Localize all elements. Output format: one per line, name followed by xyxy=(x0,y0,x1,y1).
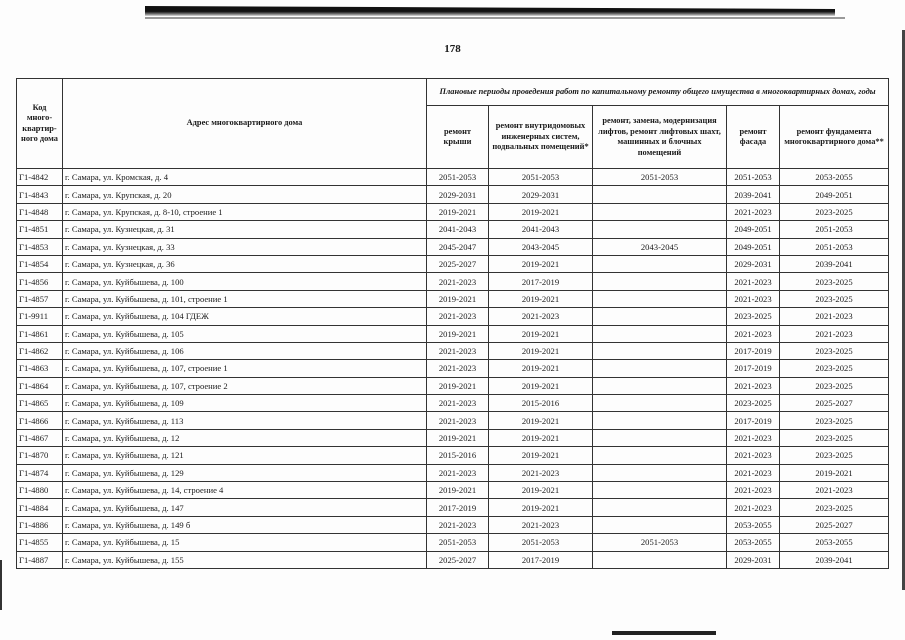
row-foundation-period: 2023-2025 xyxy=(780,499,889,516)
scan-artifact-left-edge xyxy=(0,560,2,610)
row-elevator-period xyxy=(593,412,727,429)
page-number: 178 xyxy=(444,43,461,55)
table-row xyxy=(17,447,889,464)
header-roof: ремонт крыши xyxy=(427,106,489,169)
row-address: г. Самара, ул. Крупская, д. 8-10, строение 1 xyxy=(63,203,427,220)
row-engineering-period: 2019-2021 xyxy=(489,255,593,272)
row-elevator-period: 2051-2053 xyxy=(593,534,727,551)
row-address: г. Самара, ул. Крупская, д. 20 xyxy=(63,186,427,203)
row-elevator-period xyxy=(593,342,727,359)
row-facade-period: 2017-2019 xyxy=(727,342,780,359)
row-foundation-period: 2023-2025 xyxy=(780,203,889,220)
row-address: г. Самара, ул. Куйбышева, д. 149 б xyxy=(63,516,427,533)
row-roof-period: 2021-2023 xyxy=(427,273,489,290)
row-roof-period: 2025-2027 xyxy=(427,551,489,568)
table-row xyxy=(17,308,889,325)
header-facade: ремонт фасада xyxy=(727,106,780,169)
table-row xyxy=(17,273,889,290)
row-elevator-period xyxy=(593,308,727,325)
table-row xyxy=(17,290,889,307)
row-facade-period: 2021-2023 xyxy=(727,325,780,342)
row-address: г. Самара, ул. Куйбышева, д. 100 xyxy=(63,273,427,290)
row-code: Г1-4848 xyxy=(17,203,63,220)
row-elevator-period: 2051-2053 xyxy=(593,169,727,186)
row-foundation-period: 2023-2025 xyxy=(780,447,889,464)
row-engineering-period: 2051-2053 xyxy=(489,169,593,186)
row-address: г. Самара, ул. Куйбышева, д. 15 xyxy=(63,534,427,551)
row-elevator-period xyxy=(593,395,727,412)
row-engineering-period: 2019-2021 xyxy=(489,447,593,464)
row-foundation-period: 2023-2025 xyxy=(780,342,889,359)
row-foundation-period: 2039-2041 xyxy=(780,255,889,272)
row-address: г. Самара, ул. Куйбышева, д. 101, строение 1 xyxy=(63,290,427,307)
row-facade-period: 2021-2023 xyxy=(727,429,780,446)
row-elevator-period xyxy=(593,447,727,464)
row-engineering-period: 2051-2053 xyxy=(489,534,593,551)
row-code: Г1-4853 xyxy=(17,238,63,255)
row-code: Г1-4864 xyxy=(17,377,63,394)
row-elevator-period xyxy=(593,186,727,203)
row-address: г. Самара, ул. Куйбышева, д. 105 xyxy=(63,325,427,342)
table-row xyxy=(17,255,889,272)
row-code: Г1-4886 xyxy=(17,516,63,533)
row-code: Г1-4887 xyxy=(17,551,63,568)
row-code: Г1-4874 xyxy=(17,464,63,481)
row-elevator-period xyxy=(593,325,727,342)
table-row xyxy=(17,221,889,238)
row-address: г. Самара, ул. Кузнецкая, д. 31 xyxy=(63,221,427,238)
row-roof-period: 2051-2053 xyxy=(427,169,489,186)
row-engineering-period: 2019-2021 xyxy=(489,325,593,342)
row-foundation-period: 2021-2023 xyxy=(780,482,889,499)
row-foundation-period: 2053-2055 xyxy=(780,534,889,551)
header-foundation: ремонт фундамента многоквартирного дома** xyxy=(780,106,889,169)
row-roof-period: 2019-2021 xyxy=(427,482,489,499)
row-foundation-period: 2023-2025 xyxy=(780,412,889,429)
row-code: Г1-4867 xyxy=(17,429,63,446)
row-code: Г1-4843 xyxy=(17,186,63,203)
table-row xyxy=(17,551,889,568)
row-foundation-period: 2025-2027 xyxy=(780,516,889,533)
row-code: Г1-4866 xyxy=(17,412,63,429)
repair-schedule-table xyxy=(16,78,889,569)
table-row xyxy=(17,203,889,220)
row-code: Г1-4856 xyxy=(17,273,63,290)
row-code: Г1-4857 xyxy=(17,290,63,307)
table-row xyxy=(17,534,889,551)
row-roof-period: 2021-2023 xyxy=(427,342,489,359)
row-engineering-period: 2015-2016 xyxy=(489,395,593,412)
row-code: Г1-4861 xyxy=(17,325,63,342)
row-elevator-period xyxy=(593,464,727,481)
row-facade-period: 2021-2023 xyxy=(727,203,780,220)
row-code: Г1-4851 xyxy=(17,221,63,238)
row-roof-period: 2021-2023 xyxy=(427,464,489,481)
table-row xyxy=(17,377,889,394)
row-facade-period: 2021-2023 xyxy=(727,499,780,516)
table-row xyxy=(17,186,889,203)
table-row xyxy=(17,429,889,446)
row-elevator-period xyxy=(593,290,727,307)
row-facade-period: 2023-2025 xyxy=(727,395,780,412)
row-elevator-period xyxy=(593,255,727,272)
row-roof-period: 2045-2047 xyxy=(427,238,489,255)
row-facade-period: 2021-2023 xyxy=(727,273,780,290)
row-roof-period: 2019-2021 xyxy=(427,325,489,342)
row-elevator-period: 2043-2045 xyxy=(593,238,727,255)
row-facade-period: 2021-2023 xyxy=(727,482,780,499)
table-row xyxy=(17,464,889,481)
row-code: Г1-4855 xyxy=(17,534,63,551)
row-facade-period: 2021-2023 xyxy=(727,377,780,394)
row-roof-period: 2015-2016 xyxy=(427,447,489,464)
row-address: г. Самара, ул. Куйбышева, д. 12 xyxy=(63,429,427,446)
row-address: г. Самара, ул. Куйбышева, д. 113 xyxy=(63,412,427,429)
row-foundation-period: 2025-2027 xyxy=(780,395,889,412)
row-code: Г1-4865 xyxy=(17,395,63,412)
row-foundation-period: 2051-2053 xyxy=(780,221,889,238)
table-row xyxy=(17,516,889,533)
row-roof-period: 2021-2023 xyxy=(427,308,489,325)
table-row xyxy=(17,238,889,255)
row-elevator-period xyxy=(593,551,727,568)
row-roof-period: 2021-2023 xyxy=(427,395,489,412)
row-foundation-period: 2019-2021 xyxy=(780,464,889,481)
row-address: г. Самара, ул. Куйбышева, д. 109 xyxy=(63,395,427,412)
row-facade-period: 2029-2031 xyxy=(727,551,780,568)
row-facade-period: 2051-2053 xyxy=(727,169,780,186)
row-elevator-period xyxy=(593,499,727,516)
row-roof-period: 2021-2023 xyxy=(427,412,489,429)
row-roof-period: 2019-2021 xyxy=(427,290,489,307)
row-foundation-period: 2051-2053 xyxy=(780,238,889,255)
row-engineering-period: 2041-2043 xyxy=(489,221,593,238)
row-roof-period: 2019-2021 xyxy=(427,203,489,220)
row-facade-period: 2021-2023 xyxy=(727,290,780,307)
row-code: Г1-4863 xyxy=(17,360,63,377)
row-elevator-period xyxy=(593,377,727,394)
row-facade-period: 2021-2023 xyxy=(727,447,780,464)
row-engineering-period: 2019-2021 xyxy=(489,499,593,516)
row-roof-period: 2029-2031 xyxy=(427,186,489,203)
row-elevator-period xyxy=(593,273,727,290)
row-roof-period: 2041-2043 xyxy=(427,221,489,238)
row-engineering-period: 2019-2021 xyxy=(489,377,593,394)
row-facade-period: 2029-2031 xyxy=(727,255,780,272)
row-address: г. Самара, ул. Куйбышева, д. 155 xyxy=(63,551,427,568)
table-row xyxy=(17,395,889,412)
row-foundation-period: 2021-2023 xyxy=(780,325,889,342)
row-engineering-period: 2021-2023 xyxy=(489,516,593,533)
row-address: г. Самара, ул. Кузнецкая, д. 36 xyxy=(63,255,427,272)
row-roof-period: 2019-2021 xyxy=(427,429,489,446)
row-address: г. Самара, ул. Куйбышева, д. 121 xyxy=(63,447,427,464)
table-row xyxy=(17,169,889,186)
row-address: г. Самара, ул. Куйбышева, д. 107, строение 2 xyxy=(63,377,427,394)
row-code: Г1-4880 xyxy=(17,482,63,499)
row-foundation-period: 2021-2023 xyxy=(780,308,889,325)
row-engineering-period: 2019-2021 xyxy=(489,342,593,359)
table-row xyxy=(17,342,889,359)
table-row xyxy=(17,412,889,429)
row-code: Г1-4870 xyxy=(17,447,63,464)
row-foundation-period: 2023-2025 xyxy=(780,429,889,446)
row-elevator-period xyxy=(593,482,727,499)
row-facade-period: 2049-2051 xyxy=(727,238,780,255)
row-foundation-period: 2023-2025 xyxy=(780,273,889,290)
row-facade-period: 2039-2041 xyxy=(727,186,780,203)
row-code: Г1-4862 xyxy=(17,342,63,359)
row-address: г. Самара, ул. Кромская, д. 4 xyxy=(63,169,427,186)
row-address: г. Самара, ул. Куйбышева, д. 107, строение 1 xyxy=(63,360,427,377)
row-facade-period: 2053-2055 xyxy=(727,516,780,533)
row-engineering-period: 2029-2031 xyxy=(489,186,593,203)
row-elevator-period xyxy=(593,429,727,446)
table-row xyxy=(17,482,889,499)
row-address: г. Самара, ул. Куйбышева, д. 104 ГДЕЖ xyxy=(63,308,427,325)
row-facade-period: 2017-2019 xyxy=(727,360,780,377)
table-body xyxy=(17,169,889,569)
row-address: г. Самара, ул. Куйбышева, д. 14, строение 4 xyxy=(63,482,427,499)
row-engineering-period: 2019-2021 xyxy=(489,429,593,446)
scan-artifact-bottom xyxy=(612,631,716,635)
row-address: г. Самара, ул. Кузнецкая, д. 33 xyxy=(63,238,427,255)
row-facade-period: 2053-2055 xyxy=(727,534,780,551)
scan-artifact-top xyxy=(145,6,835,16)
row-elevator-period xyxy=(593,203,727,220)
row-roof-period: 2021-2023 xyxy=(427,516,489,533)
header-row-top xyxy=(17,79,889,106)
row-address: г. Самара, ул. Куйбышева, д. 106 xyxy=(63,342,427,359)
row-roof-period: 2021-2023 xyxy=(427,360,489,377)
row-foundation-period: 2023-2025 xyxy=(780,377,889,394)
row-engineering-period: 2019-2021 xyxy=(489,360,593,377)
row-foundation-period: 2023-2025 xyxy=(780,360,889,377)
table-row xyxy=(17,325,889,342)
header-code: Код много-квартир-ного дома xyxy=(17,79,63,169)
row-engineering-period: 2019-2021 xyxy=(489,412,593,429)
row-code: Г1-4842 xyxy=(17,169,63,186)
table-row xyxy=(17,499,889,516)
row-roof-period: 2019-2021 xyxy=(427,377,489,394)
header-engineering: ремонт внутридомовых инженерных систем, подвальных помещений* xyxy=(489,106,593,169)
row-facade-period: 2017-2019 xyxy=(727,412,780,429)
header-elevators: ремонт, замена, модернизация лифтов, ремонт лифтовых шахт, машинных и блочных помещений xyxy=(593,106,727,169)
header-address: Адрес многоквартирного дома xyxy=(63,79,427,169)
row-engineering-period: 2017-2019 xyxy=(489,551,593,568)
row-foundation-period: 2049-2051 xyxy=(780,186,889,203)
row-facade-period: 2021-2023 xyxy=(727,464,780,481)
row-engineering-period: 2019-2021 xyxy=(489,203,593,220)
row-elevator-period xyxy=(593,516,727,533)
row-address: г. Самара, ул. Куйбышева, д. 129 xyxy=(63,464,427,481)
row-roof-period: 2017-2019 xyxy=(427,499,489,516)
row-roof-period: 2051-2053 xyxy=(427,534,489,551)
row-code: Г1-4854 xyxy=(17,255,63,272)
row-foundation-period: 2023-2025 xyxy=(780,290,889,307)
row-engineering-period: 2021-2023 xyxy=(489,308,593,325)
row-engineering-period: 2017-2019 xyxy=(489,273,593,290)
row-elevator-period xyxy=(593,360,727,377)
row-foundation-period: 2039-2041 xyxy=(780,551,889,568)
row-engineering-period: 2019-2021 xyxy=(489,290,593,307)
row-code: Г1-4884 xyxy=(17,499,63,516)
header-group-periods: Плановые периоды проведения работ по капитальному ремонту общего имущества в многоквартирных домах, годы xyxy=(427,79,889,106)
row-foundation-period: 2053-2055 xyxy=(780,169,889,186)
table-row xyxy=(17,360,889,377)
row-facade-period: 2049-2051 xyxy=(727,221,780,238)
scan-artifact-top-line xyxy=(145,17,845,19)
row-code: Г1-9911 xyxy=(17,308,63,325)
row-engineering-period: 2043-2045 xyxy=(489,238,593,255)
row-facade-period: 2023-2025 xyxy=(727,308,780,325)
row-engineering-period: 2019-2021 xyxy=(489,482,593,499)
row-address: г. Самара, ул. Куйбышева, д. 147 xyxy=(63,499,427,516)
row-engineering-period: 2021-2023 xyxy=(489,464,593,481)
row-roof-period: 2025-2027 xyxy=(427,255,489,272)
row-elevator-period xyxy=(593,221,727,238)
